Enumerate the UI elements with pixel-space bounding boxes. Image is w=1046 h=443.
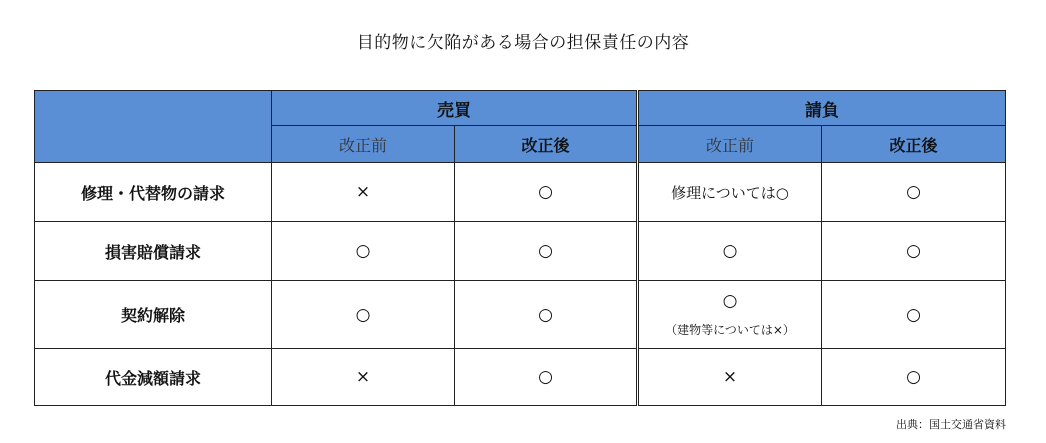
row-label-price-reduction: 代金減額請求 <box>35 349 272 406</box>
cell-damages-sale-before: ○ <box>272 222 455 281</box>
cell-repair-sale-after: ○ <box>455 163 638 222</box>
cell-cancel-work-before <box>638 281 822 349</box>
cell-reduction-sale-after: ○ <box>455 349 638 406</box>
source-note: 出典：国土交通省資料 <box>896 418 1006 431</box>
subheader-work-before: 改正前 <box>638 126 822 163</box>
cell-cancel-work-before-note: （建物等については×） <box>665 323 795 337</box>
cell-damages-work-before: ○ <box>638 222 822 281</box>
cell-reduction-sale-before: × <box>272 349 455 406</box>
cell-cancel-work-before-mark: ○ <box>722 291 738 311</box>
cell-cancel-work-after: ○ <box>822 281 1006 349</box>
cell-damages-work-after: ○ <box>822 222 1006 281</box>
warranty-comparison-table <box>34 90 1006 406</box>
cell-repair-work-after: ○ <box>822 163 1006 222</box>
cell-cancel-sale-after: ○ <box>455 281 638 349</box>
subheader-work-after: 改正後 <box>822 126 1006 163</box>
table-row <box>35 163 1006 222</box>
row-label-cancellation: 契約解除 <box>35 281 272 349</box>
cell-cancel-sale-before: ○ <box>272 281 455 349</box>
corner-header-cell <box>35 91 272 163</box>
table-row <box>35 222 1006 281</box>
table-row <box>35 281 1006 349</box>
cell-damages-sale-after: ○ <box>455 222 638 281</box>
subheader-sale-before: 改正前 <box>272 126 455 163</box>
cell-reduction-work-before: × <box>638 349 822 406</box>
page-title: 目的物に欠陥がある場合の担保責任の内容 <box>356 33 690 53</box>
table-row <box>35 349 1006 406</box>
group-header-contract-work: 請負 <box>638 91 1006 126</box>
cell-repair-work-before: 修理については○ <box>638 163 822 222</box>
subheader-sale-after: 改正後 <box>455 126 638 163</box>
cell-reduction-work-after: ○ <box>822 349 1006 406</box>
cell-repair-sale-before: × <box>272 163 455 222</box>
row-label-damages: 損害賠償請求 <box>35 222 272 281</box>
row-label-repair: 修理・代替物の請求 <box>35 163 272 222</box>
group-header-sale: 売買 <box>272 91 638 126</box>
